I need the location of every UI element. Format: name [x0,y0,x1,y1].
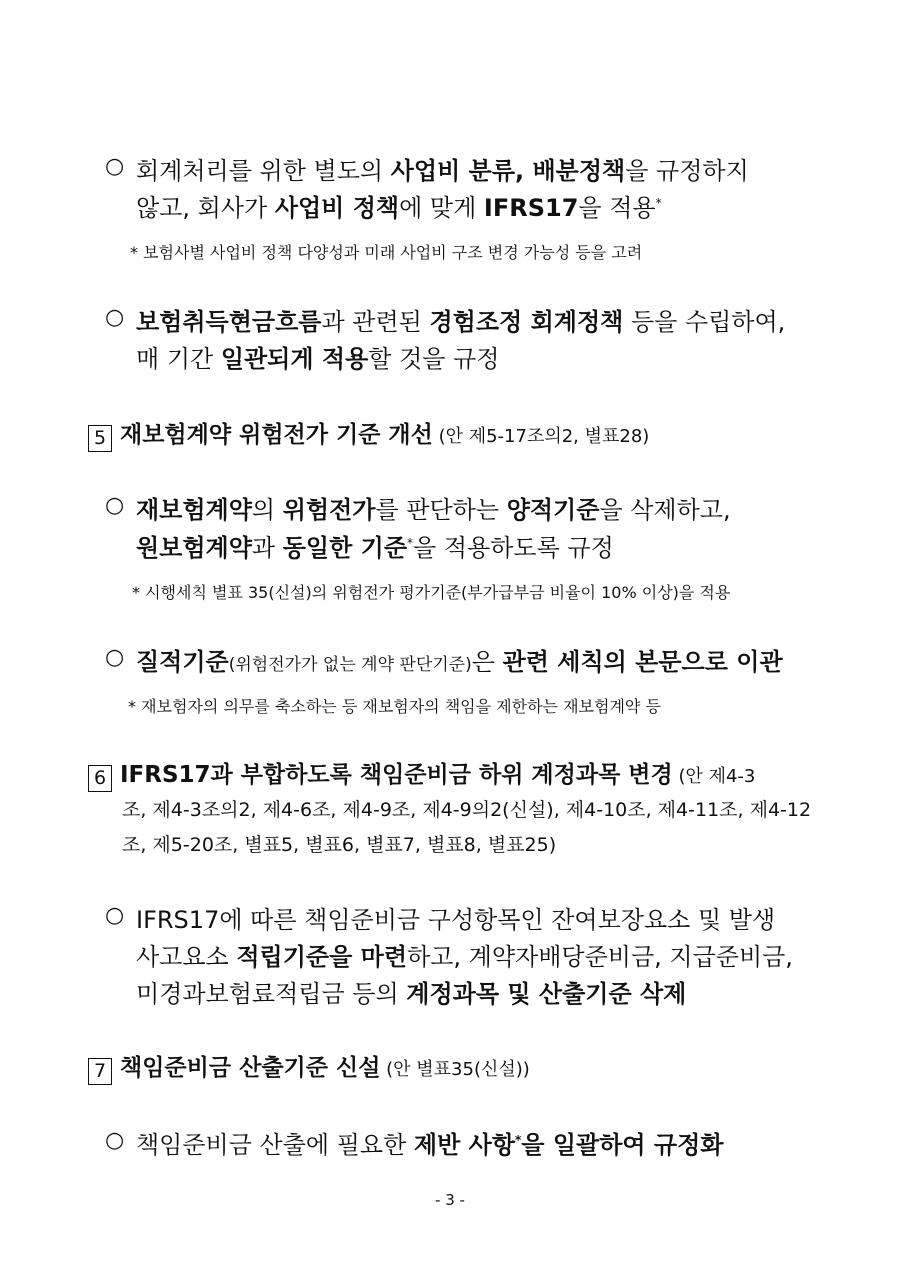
paragraph-line: 보험취득현금흐름과 관련된 경험조정 회계정책 등을 수립하여, [136,308,786,336]
section-heading: 5 재보험계약 위험전가 기준 개선 (안 제5-17조의2, 별표28) [88,416,649,452]
bullet-icon: ○ [105,305,125,330]
section-heading-reference: 조, 제5-20조, 별표5, 별표6, 별표7, 별표8, 별표25) [122,834,557,856]
paragraph-line: 원보험계약과 동일한 기준*을 적용하도록 규정 [136,534,614,562]
paragraph-line: 재보험계약의 위험전가를 판단하는 양적기준을 삭제하고, [136,496,731,524]
footnote: * 시행세칙 별표 35(신설)의 위험전가 평가기준(부가급부금 비율이 10% 이상)을 적용 [132,583,731,602]
section-number-box: 6 [88,765,112,792]
paragraph-line: 질적기준(위험전가가 없는 계약 판단기준)은 관련 세칙의 본문으로 이관 [136,648,783,676]
section-heading: 7 책임준비금 산출기준 신설 (안 별표35(신설)) [88,1049,530,1085]
bullet-icon: ○ [105,154,125,179]
section-number-box: 5 [88,425,112,452]
bullet-icon: ○ [105,493,125,518]
section-heading-reference: 조, 제4-3조의2, 제4-6조, 제4-9조, 제4-9의2(신설), 제4-10조, 제4-11조, 제4-12 [122,799,812,821]
paragraph-line: IFRS17에 따른 책임준비금 구성항목인 잔여보장요소 및 발생 [136,906,776,934]
section-number-box: 7 [88,1058,112,1085]
paragraph-line: 않고, 회사가 사업비 정책에 맞게 IFRS17을 적용* [136,194,662,222]
footnote: * 보험사별 사업비 정책 다양성과 미래 사업비 구조 변경 가능성 등을 고려 [130,243,643,262]
paragraph-line: 사고요소 적립기준을 마련하고, 계약자배당준비금, 지급준비금, [136,943,793,971]
page-number: - 3 - [435,1191,465,1209]
footnote: * 재보험자의 의무를 축소하는 등 재보험자의 책임을 제한하는 재보험계약 등 [128,697,661,716]
bullet-icon: ○ [105,1128,125,1153]
paragraph-line: 미경과보험료적립금 등의 계정과목 및 산출기준 삭제 [136,980,687,1008]
section-heading: 6 IFRS17과 부합하도록 책임준비금 하위 계정과목 변경 (안 제4-3 [88,756,755,792]
paragraph-line: 매 기간 일관되게 적용할 것을 규정 [136,345,500,373]
paragraph-line: 회계처리를 위한 별도의 사업비 분류, 배분정책을 규정하지 [136,157,749,185]
bullet-icon: ○ [105,645,125,670]
paragraph-line: 책임준비금 산출에 필요한 제반 사항*을 일괄하여 규정화 [136,1131,724,1159]
bullet-icon: ○ [105,903,125,928]
